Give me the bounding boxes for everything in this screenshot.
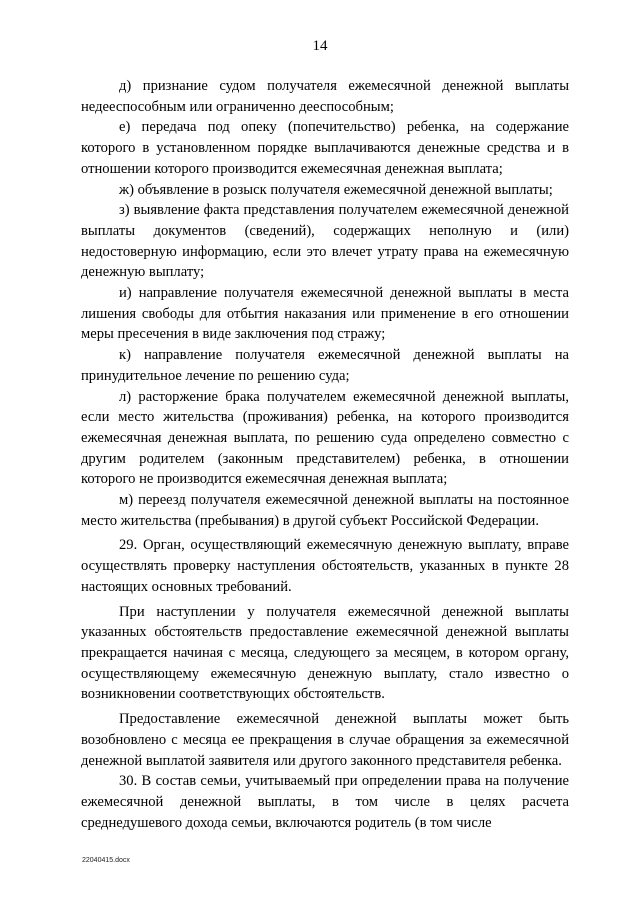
document-body [81, 76, 569, 833]
paragraph-zh: ж) объявление в розыск получателя ежемесячной денежной выплаты; [119, 181, 553, 198]
paragraph-29-resumption: Предоставление ежемесячной денежной выплаты может быть возобновлено с месяца ее прекращения в случае обращения за ежемесячной денежной выплатой заявителя или другого законного представителя ребенка. [81, 711, 569, 769]
paragraph-k: к) направление получателя ежемесячной денежной выплаты на принудительное лечение по решению суда; [81, 347, 569, 384]
paragraph-e: е) передача под опеку (попечительство) ребенка, на содержание которого в установленном порядке выплачиваются денежные средства и в отношении которого производится ежемесячная денежная выплата; [81, 119, 569, 177]
paragraph-29-continued: При наступлении у получателя ежемесячной денежной выплаты указанных обстоятельств предоставление ежемесячной денежной выплаты прекращается начиная с месяца, следующего за месяцем, в котором органу, осуществляющему ежемесячную денежную выплату, стало известно о возникновении соответствующих обстоятельств. [81, 603, 569, 703]
paragraph-30: 30. В состав семьи, учитываемый при определении права на получение ежемесячной денежной выплаты, в том числе в целях расчета среднедушевого дохода семьи, включаются родитель (в том числе [81, 773, 569, 831]
footer-filename: 22040415.docx [82, 857, 130, 864]
paragraph-l: л) расторжение брака получателем ежемесячной денежной выплаты, если место жительства (проживания) ребенка, на которого производится ежемесячная денежная выплата, по решению суда определено совместно с другим родителем (законным представителем) ребенка, в отношении которого не производится ежемесячная денежная выплата; [81, 388, 569, 488]
paragraph-m: м) переезд получателя ежемесячной денежной выплаты на постоянное место жительства (пребывания) в другой субъект Российской Федерации. [81, 492, 569, 529]
page-number: 14 [312, 38, 328, 54]
paragraph-z: з) выявление факта представления получателем ежемесячной денежной выплаты документов (сведений), содержащих неполную и (или) недостоверную информацию, если это влечет утрату права на ежемесячную денежную выплату; [81, 202, 569, 281]
paragraph-i: и) направление получателя ежемесячной денежной выплаты в места лишения свободы для отбытия наказания или применение в его отношении меры пресечения в виде заключения под стражу; [81, 285, 569, 343]
paragraph-29: 29. Орган, осуществляющий ежемесячную денежную выплату, вправе осуществлять проверку наступления обстоятельств, указанных в пункте 28 настоящих основных требований. [81, 537, 569, 595]
paragraph-d: д) признание судом получателя ежемесячной денежной выплаты недееспособным или ограниченно дееспособным; [81, 78, 569, 115]
